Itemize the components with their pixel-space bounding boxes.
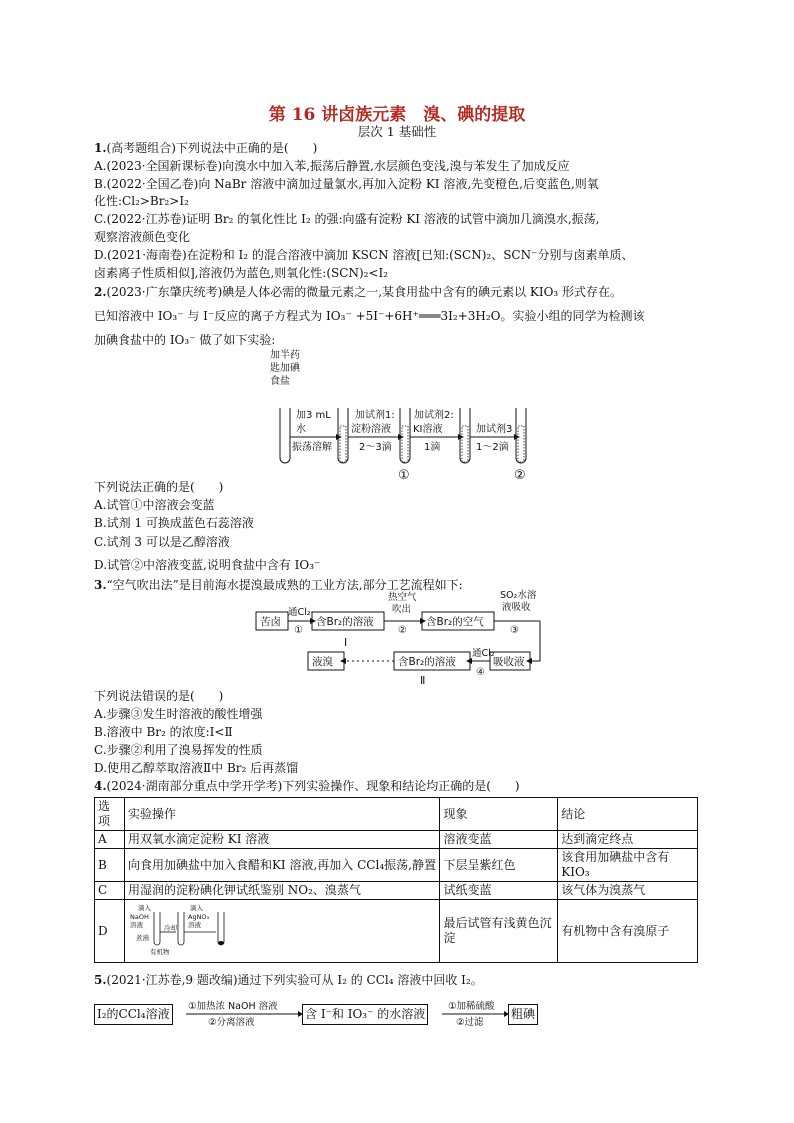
d-tube-1 [154, 912, 160, 945]
q2-option-b: B.试剂 1 可换成蓝色石蕊溶液 [94, 516, 254, 530]
d-option-diagram [128, 902, 238, 956]
row-conclusion: 有机物中含有溴原子 [558, 900, 698, 963]
q5-arrows [186, 990, 606, 1026]
q4-stem: 4.(2024·湖南部分重点中学开学考)下列实验操作、现象和结论均正确的是( ) [94, 779, 520, 793]
table-row [95, 882, 698, 900]
table-header-row [95, 798, 698, 831]
q1-stem: 1.(高考题组合)下列说法中正确的是( ) [94, 141, 318, 155]
row-operation-diagram [124, 900, 440, 963]
q1-option-c-line1: C.(2022·江苏卷)证明 Br₂ 的氧化性比 I₂ 的强:向盛有淀粉 KI 溶液的试管中滴加几滴溴水,振荡, [94, 212, 600, 226]
arrow4-num: ④ [476, 667, 485, 678]
arrow3-num: ③ [510, 625, 519, 636]
step3-label-a: 加试剂2: [414, 410, 454, 421]
step3-label-c: 1滴 [424, 442, 441, 453]
q3-flow-diagram [250, 588, 550, 684]
row-option: D [95, 900, 125, 963]
row-phenomenon: 溶液变蓝 [440, 831, 558, 849]
q5-box-3: 粗碘 [508, 1004, 538, 1025]
q3-number: 3. [94, 578, 107, 592]
arrow2-top1: 热空气 [388, 592, 417, 603]
q3-stem: 3.“空气吹出法”是目前海水提溴最成熟的工业方法,部分工艺流程如下: [94, 578, 463, 592]
d-label-9: 有机物 [149, 948, 170, 956]
row-phenomenon: 下层呈紫红色 [440, 849, 558, 882]
step4-label-b: 1～2滴 [476, 442, 509, 453]
q5-arrow2-top: ①加稀硫酸 [448, 1001, 495, 1012]
roman-1: Ⅰ [344, 636, 348, 649]
q1-number: 1. [94, 141, 107, 155]
q2-stem-line2: 已知溶液中 IO₃⁻ 与 I⁻反应的离子方程式为 IO₃⁻ +5I⁻+6H⁺═══3I₂+3H₂O。实验小组的同学为检测该 [94, 309, 645, 323]
q5-box-2: 含 I⁻和 IO₃⁻ 的水溶液 [302, 1004, 428, 1025]
d-label-1: 滴入 [137, 904, 151, 912]
header-option: 选项 [95, 798, 125, 831]
d-label-6: 滴入 [189, 904, 203, 912]
arrow2-num: ② [398, 625, 407, 636]
table-row [95, 831, 698, 849]
q1-option-d-line1: D.(2021·海南卷)在淀粉和 I₂ 的混合溶液中滴加 KSCN 溶液[已知:(SCN)₂、SCN⁻分别与卤素单质、 [94, 248, 634, 262]
q2-ask: 下列说法正确的是( ) [94, 480, 224, 494]
q1-option-b-line1: B.(2022·全国乙卷)向 NaBr 溶液中滴加过量氯水,再加入淀粉 KI 溶液,先变橙色,后变蓝色,则氧 [94, 177, 599, 191]
q3-ask: 下列说法错误的是( ) [94, 689, 224, 703]
header-phenomenon: 现象 [440, 798, 558, 831]
row-operation: 用双氧水滴定淀粉 KI 溶液 [124, 831, 440, 849]
flow-box-2-label: 含Br₂的溶液 [316, 616, 374, 628]
q2-option-d: D.试管②中溶液变蓝,说明食盐中含有 IO₃⁻ [94, 558, 321, 572]
row-conclusion: 该食用加碘盐中含有 KIO₃ [558, 849, 698, 882]
q3-option-a: A.步骤③发生时溶液的酸性增强 [94, 707, 263, 721]
q2-experiment-diagram [270, 346, 540, 482]
q3-option-d: D.使用乙醇萃取溶液Ⅱ中 Br₂ 后再蒸馏 [94, 761, 299, 775]
table-row [95, 900, 698, 963]
row-conclusion: 达到滴定终点 [558, 831, 698, 849]
header-conclusion: 结论 [558, 798, 698, 831]
flow-box-1-label: 苦卤 [260, 616, 281, 628]
d-label-4: 煮沸 [135, 934, 149, 942]
flow-box-3-label: 含Br₂的空气 [426, 616, 484, 628]
page-title: 第 16 讲卤族元素 溴、碘的提取 [268, 105, 526, 125]
step1-label-b: 水 [296, 424, 306, 435]
d-label-7: AgNO₃ [187, 913, 210, 921]
arrow3-top2: 液吸收 [502, 602, 531, 613]
step2-label-a: 加试剂1: [355, 410, 395, 421]
q5-arrow1-bottom: ②分离溶液 [208, 1017, 255, 1026]
d-label-2: NaOH [129, 913, 149, 921]
row-conclusion: 该气体为溴蒸气 [558, 882, 698, 900]
q1-option-d-line2: 卤素离子性质相似],溶液仍为蓝色,则氧化性:(SCN)₂<I₂ [94, 266, 389, 280]
roman-2: Ⅱ [420, 674, 426, 684]
tube-label-1: ① [398, 468, 410, 482]
test-tube-empty [280, 408, 290, 463]
precipitate [218, 941, 224, 945]
d-tube-3 [218, 912, 224, 945]
arrow1-top: 通Cl₂ [288, 607, 311, 618]
step1-label-c: 振荡溶解 [292, 442, 332, 453]
q3-option-c: C.步骤②利用了溴易挥发的性质 [94, 743, 263, 757]
arrow1-num: ① [294, 625, 303, 636]
q4-table [94, 797, 698, 963]
arrow3-top1: SO₂水溶 [500, 590, 537, 601]
d-label-3: 溶液 [129, 921, 143, 929]
flow-box-5-label: 含Br₂的溶液 [398, 656, 456, 668]
step4-label-a: 加试剂3 [476, 424, 513, 435]
flow-box-6-label: 液溴 [312, 656, 333, 668]
header-operation: 实验操作 [124, 798, 440, 831]
q2-stem-line1: 2.(2023·广东肇庆统考)碘是人体必需的微量元素之一,某食用盐中含有的碘元素以 KIO₃ 形式存在。 [94, 285, 623, 299]
d-label-5: 冷却 [163, 924, 177, 932]
q5-box-1: I₂的CCl₄溶液 [94, 1004, 173, 1025]
q2-option-a: A.试管①中溶液会变蓝 [94, 498, 215, 512]
row-option: C [95, 882, 125, 900]
salt-label-2: 匙加碘 [270, 363, 300, 374]
step2-label-b: 淀粉溶液 [351, 424, 391, 435]
flow-box-4-label: 吸收液 [493, 656, 525, 668]
arrow4-top: 通Cl₂ [472, 648, 495, 659]
q2-stem-line3: 加碘食盐中的 IO₃⁻ 做了如下实验: [94, 333, 276, 347]
table-row [95, 849, 698, 882]
step3-label-b: KI溶液 [413, 424, 443, 435]
salt-label-3: 食盐 [270, 376, 290, 387]
q2-number: 2. [94, 285, 107, 299]
q5-arrow2-bottom: ②过滤 [456, 1017, 484, 1026]
row-operation: 用湿润的淀粉碘化钾试纸鉴别 NO₂、溴蒸气 [124, 882, 440, 900]
row-phenomenon: 试纸变蓝 [440, 882, 558, 900]
arrow2-top2: 吹出 [392, 604, 412, 615]
q5-number: 5. [94, 973, 107, 987]
q5-stem: 5.(2021·江苏卷,9 题改编)通过下列实验可从 I₂ 的 CCl₄ 溶液中回收 I₂。 [94, 973, 483, 987]
q5-arrow1-top: ①加热浓 NaOH 溶液 [188, 1001, 278, 1012]
step2-label-c: 2～3滴 [359, 442, 392, 453]
d-label-8: 溶液 [187, 921, 201, 929]
tube-label-2: ② [514, 468, 526, 482]
q3-option-b: B.溶液中 Br₂ 的浓度:Ⅰ<Ⅱ [94, 725, 233, 739]
q2-option-c: C.试剂 3 可以是乙醇溶液 [94, 535, 230, 549]
salt-label-1: 加半药 [270, 350, 300, 361]
d-tube-2 [178, 912, 184, 945]
row-operation: 向食用加碘盐中加入食醋和KI 溶液,再加入 CCl₄振荡,静置 [124, 849, 440, 882]
row-phenomenon: 最后试管有浅黄色沉淀 [440, 900, 558, 963]
q1-option-a: A.(2023·全国新课标卷)向溴水中加入苯,振荡后静置,水层颜色变浅,溴与苯发生了加成反应 [94, 159, 570, 173]
row-option: B [95, 849, 125, 882]
row-option: A [95, 831, 125, 849]
section-subtitle: 层次 1 基础性 [357, 124, 437, 139]
q1-option-b-line2: 化性:Cl₂>Br₂>I₂ [94, 194, 189, 208]
q1-option-c-line2: 观察溶液颜色变化 [94, 230, 191, 244]
step1-label-a: 加3 mL [296, 410, 331, 421]
q4-number: 4. [94, 779, 107, 793]
